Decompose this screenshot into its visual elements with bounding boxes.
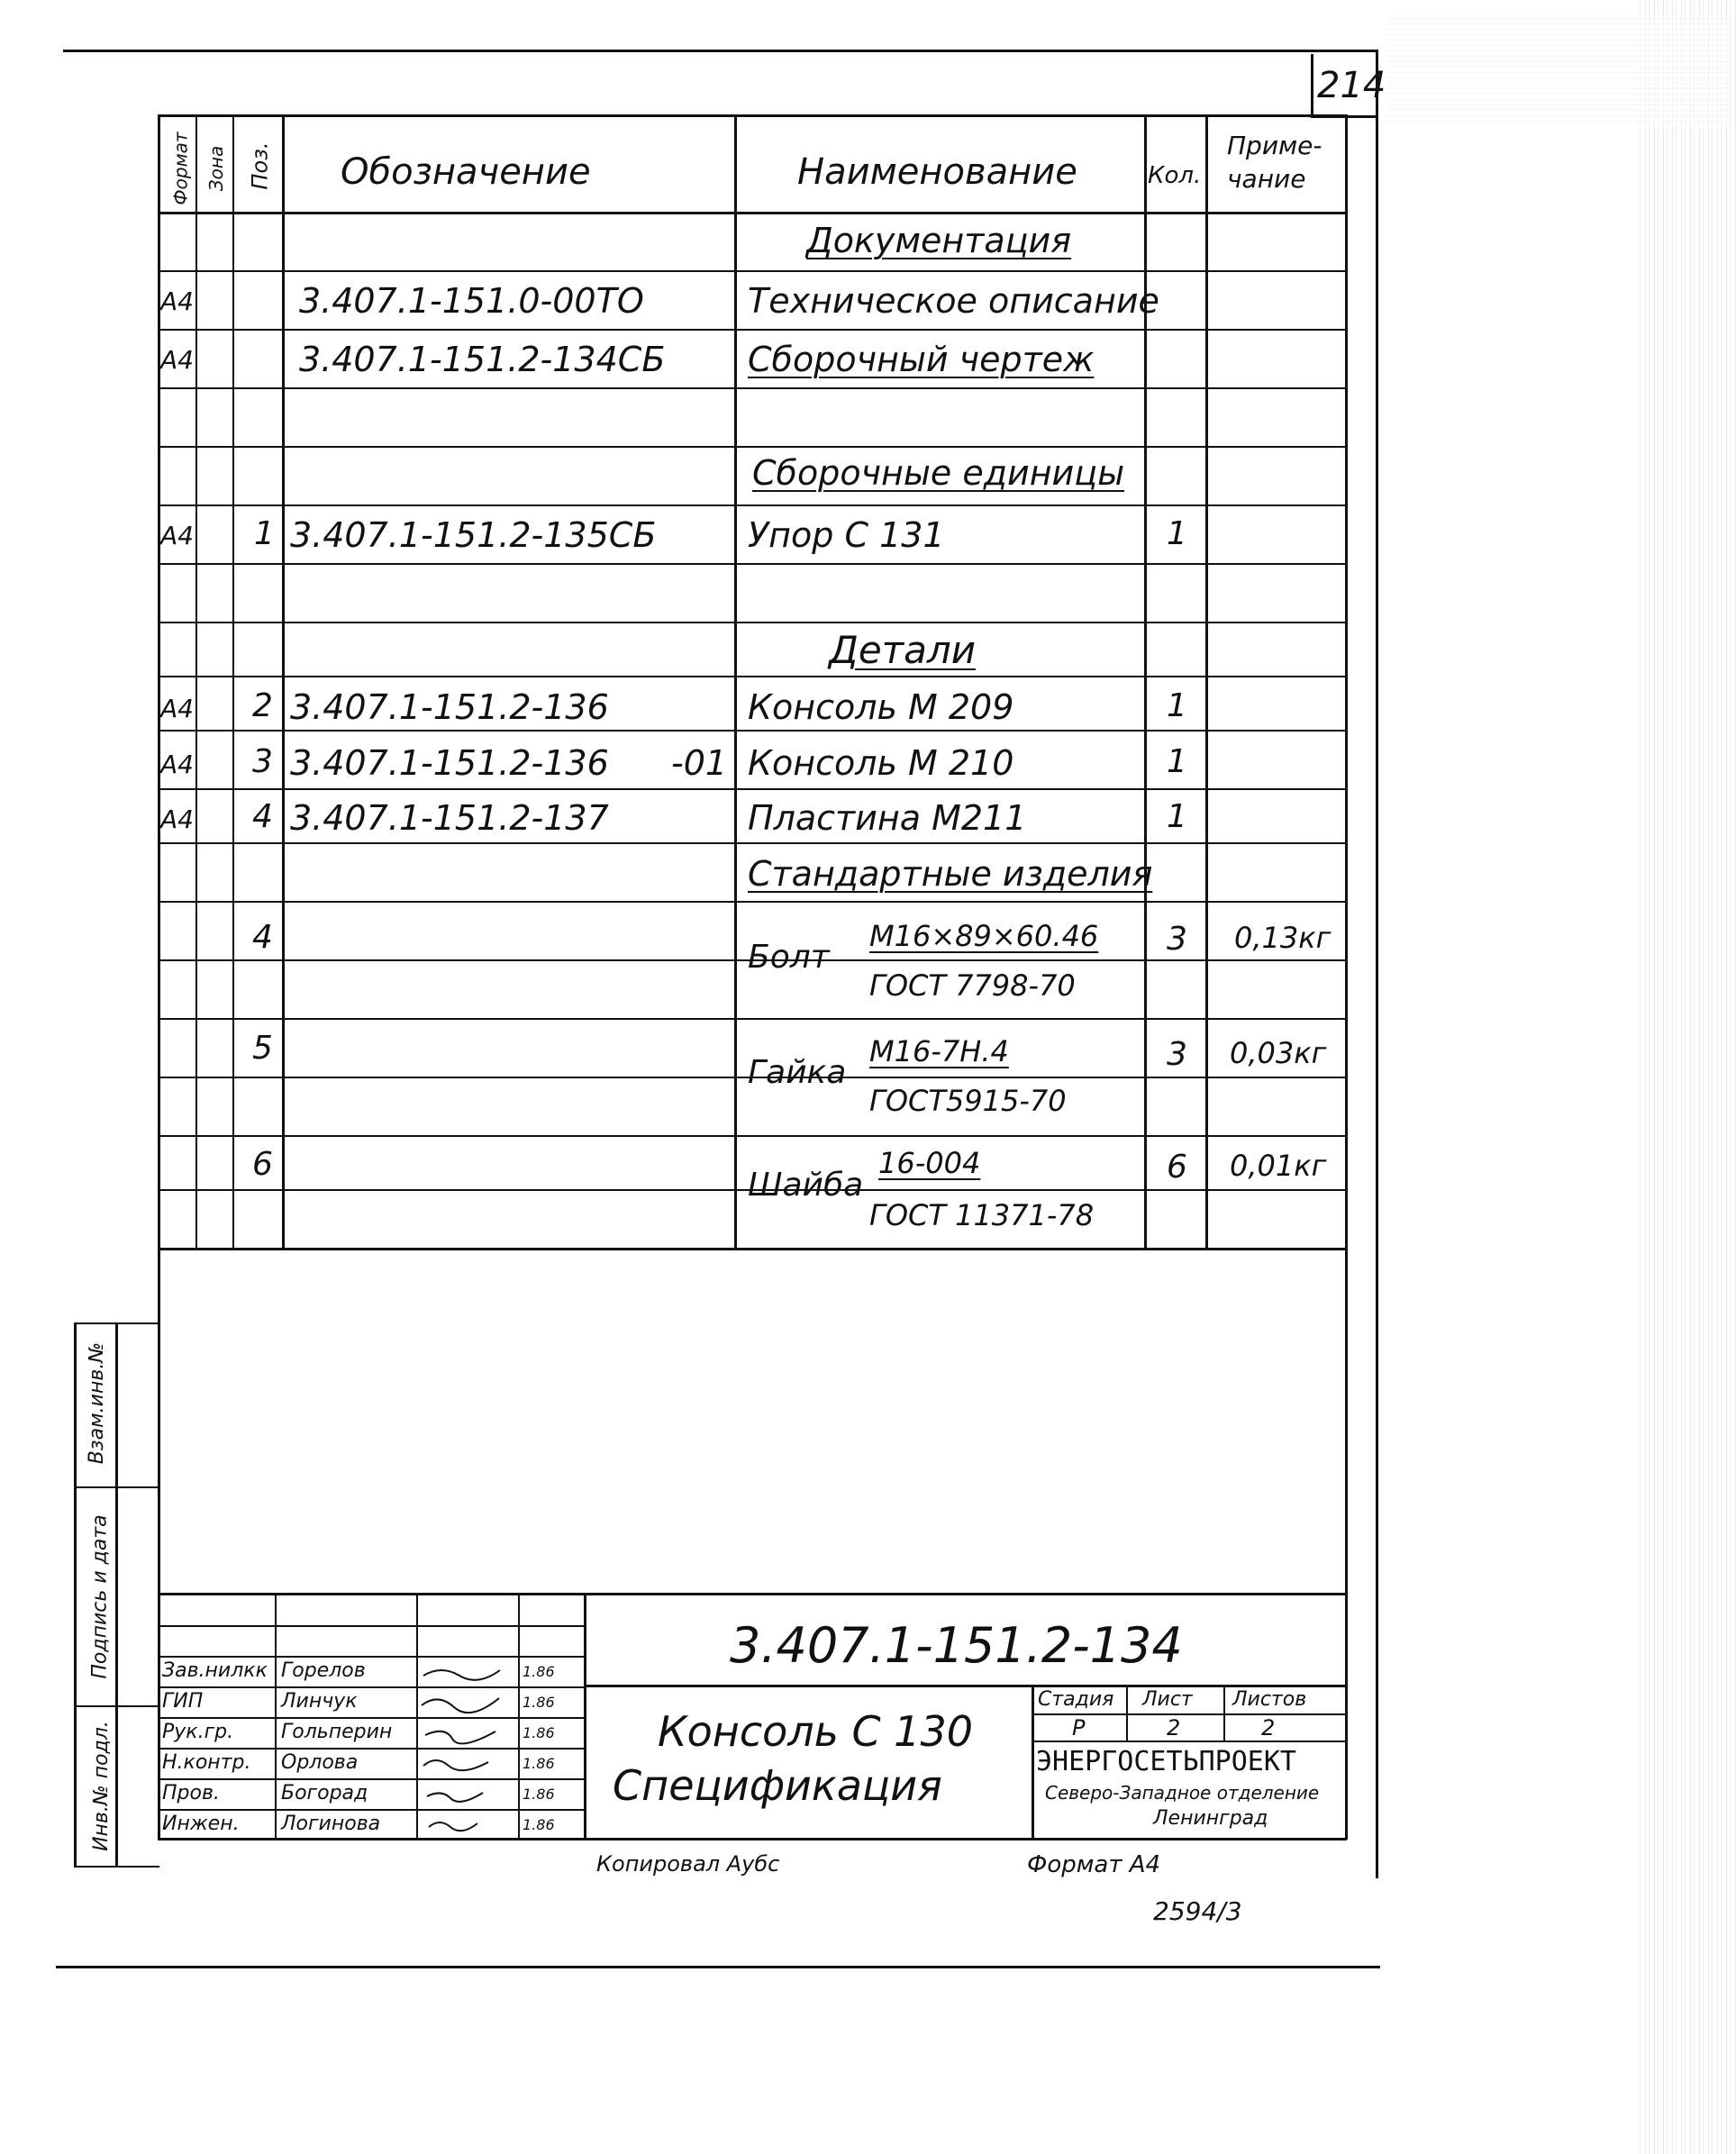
asm1-format: А4	[160, 521, 194, 550]
det2-suffix: -01	[671, 743, 728, 783]
det2-format: А4	[160, 750, 194, 779]
asm1-designation: 3.407.1-151.2-135СБ	[290, 515, 657, 555]
det2-name: Консоль М 210	[748, 743, 1014, 783]
archive-number: 2594/3	[1153, 1896, 1242, 1926]
det1-qty: 1	[1167, 687, 1187, 724]
person-date-1: 1.86	[523, 1663, 555, 1680]
table-top	[158, 114, 1347, 117]
table-body-bottom	[158, 1248, 1347, 1250]
std3-pos: 6	[252, 1146, 273, 1183]
header-designation: Обозначение	[341, 151, 591, 193]
det3-qty: 1	[1167, 798, 1187, 835]
det2-pos: 3	[252, 743, 273, 780]
std1-pos: 4	[252, 919, 273, 956]
det2-designation: 3.407.1-151.2-136	[290, 743, 609, 783]
header-qty: Кол.	[1148, 162, 1202, 189]
asm1-qty: 1	[1167, 515, 1187, 552]
scan-noise-top	[1387, 18, 1730, 126]
title-main: Консоль С 130	[658, 1707, 973, 1756]
header-note-1: Приме-	[1227, 131, 1322, 160]
frame-bottom	[56, 1966, 1380, 1968]
doc1-designation: 3.407.1-151.0-00ТО	[299, 281, 644, 321]
asm1-name: Упор С 131	[748, 515, 945, 555]
doc2-format: А4	[160, 345, 194, 375]
side-podp: Подпись и дата	[88, 1514, 112, 1679]
std2-note: 0,03кг	[1230, 1036, 1327, 1070]
copied-by: Копировал Аубс	[596, 1851, 780, 1877]
std2-name: Гайка	[748, 1054, 847, 1091]
header-name: Наименование	[797, 151, 1077, 193]
person-name-3: Гольперин	[281, 1721, 393, 1743]
title-sub: Спецификация	[613, 1761, 942, 1810]
person-role-4: Н.контр.	[162, 1751, 251, 1774]
frame-top	[63, 50, 1378, 52]
person-name-1: Горелов	[281, 1659, 366, 1682]
doc-code: 3.407.1-151.2-134	[730, 1617, 1183, 1674]
stage-label: Стадия	[1038, 1688, 1114, 1711]
section-assemblies: Сборочные единицы	[752, 453, 1125, 493]
det3-format: А4	[160, 804, 194, 834]
sheets-value: 2	[1261, 1715, 1276, 1740]
det2-qty: 1	[1167, 743, 1187, 780]
person-date-6: 1.86	[523, 1816, 555, 1833]
std3-note: 0,01кг	[1230, 1149, 1327, 1183]
std1-name: Болт	[748, 939, 830, 976]
scan-noise	[1637, 0, 1736, 2154]
det1-designation: 3.407.1-151.2-136	[290, 687, 609, 727]
std3-name: Шайба	[748, 1167, 864, 1204]
person-name-4: Орлова	[281, 1751, 359, 1774]
std3-qty: 6	[1167, 1149, 1187, 1186]
std1-spec2: ГОСТ 7798-70	[869, 968, 1076, 1003]
section-parts: Детали	[829, 628, 976, 672]
doc2-name: Сборочный чертеж	[748, 340, 1095, 379]
person-role-1: Зав.нилкк	[162, 1659, 268, 1682]
section-docs: Документация	[806, 221, 1072, 260]
person-name-2: Линчук	[281, 1690, 358, 1713]
person-name-5: Богорад	[281, 1782, 368, 1804]
std2-spec2: ГОСТ5915-70	[869, 1084, 1067, 1118]
std3-spec2: ГОСТ 11371-78	[869, 1198, 1095, 1232]
sheet-label: Лист	[1142, 1688, 1193, 1711]
person-role-2: ГИП	[162, 1690, 204, 1713]
org-sub-2: Ленинград	[1153, 1807, 1268, 1830]
sheet-value: 2	[1167, 1715, 1181, 1740]
std2-qty: 3	[1167, 1036, 1187, 1073]
header-pos: Поз.	[247, 141, 273, 190]
header-zone: Зона	[205, 145, 228, 192]
signatures	[416, 1656, 518, 1838]
std2-spec1: М16-7Н.4	[869, 1034, 1009, 1068]
asm1-pos: 1	[254, 515, 275, 552]
doc2-designation: 3.407.1-151.2-134СБ	[299, 340, 666, 379]
person-role-6: Инжен.	[162, 1813, 240, 1835]
std1-spec1: М16×89×60.46	[869, 919, 1099, 953]
side-inv: Инв.№ подл.	[89, 1721, 113, 1851]
det1-pos: 2	[252, 687, 273, 724]
header-note-2: чание	[1227, 164, 1306, 194]
format-label: Формат А4	[1027, 1851, 1161, 1878]
det1-name: Консоль М 209	[748, 687, 1014, 727]
person-date-5: 1.86	[523, 1786, 555, 1803]
frame-right	[1376, 50, 1378, 1878]
org-sub-1: Северо-Западное отделение	[1045, 1782, 1320, 1804]
sheets-label: Листов	[1232, 1688, 1307, 1711]
std1-note: 0,13кг	[1234, 921, 1332, 955]
std1-qty: 3	[1167, 921, 1187, 958]
section-standard: Стандартные изделия	[748, 854, 1153, 894]
doc1-name: Техническое описание	[748, 281, 1159, 321]
person-name-6: Логинова	[281, 1813, 381, 1835]
header-format: Формат	[169, 132, 192, 205]
table-right	[1345, 114, 1348, 1840]
sheet-number: 214	[1317, 65, 1386, 106]
std2-pos: 5	[252, 1030, 273, 1067]
person-role-5: Пров.	[162, 1782, 220, 1804]
person-date-3: 1.86	[523, 1724, 555, 1741]
person-date-2: 1.86	[523, 1694, 555, 1711]
det3-designation: 3.407.1-151.2-137	[290, 798, 609, 838]
org-name: ЭНЕРГОСЕТЬПРОЕКТ	[1036, 1746, 1296, 1777]
det3-pos: 4	[252, 798, 273, 835]
std3-spec1: 16-004	[878, 1146, 981, 1180]
side-vzam: Взам.инв.№	[86, 1341, 109, 1465]
doc1-format: А4	[160, 286, 194, 316]
det3-name: Пластина М211	[748, 798, 1027, 838]
person-role-3: Рук.гр.	[162, 1721, 234, 1743]
det1-format: А4	[160, 694, 194, 723]
stage-value: Р	[1072, 1715, 1086, 1740]
person-date-4: 1.86	[523, 1755, 555, 1772]
